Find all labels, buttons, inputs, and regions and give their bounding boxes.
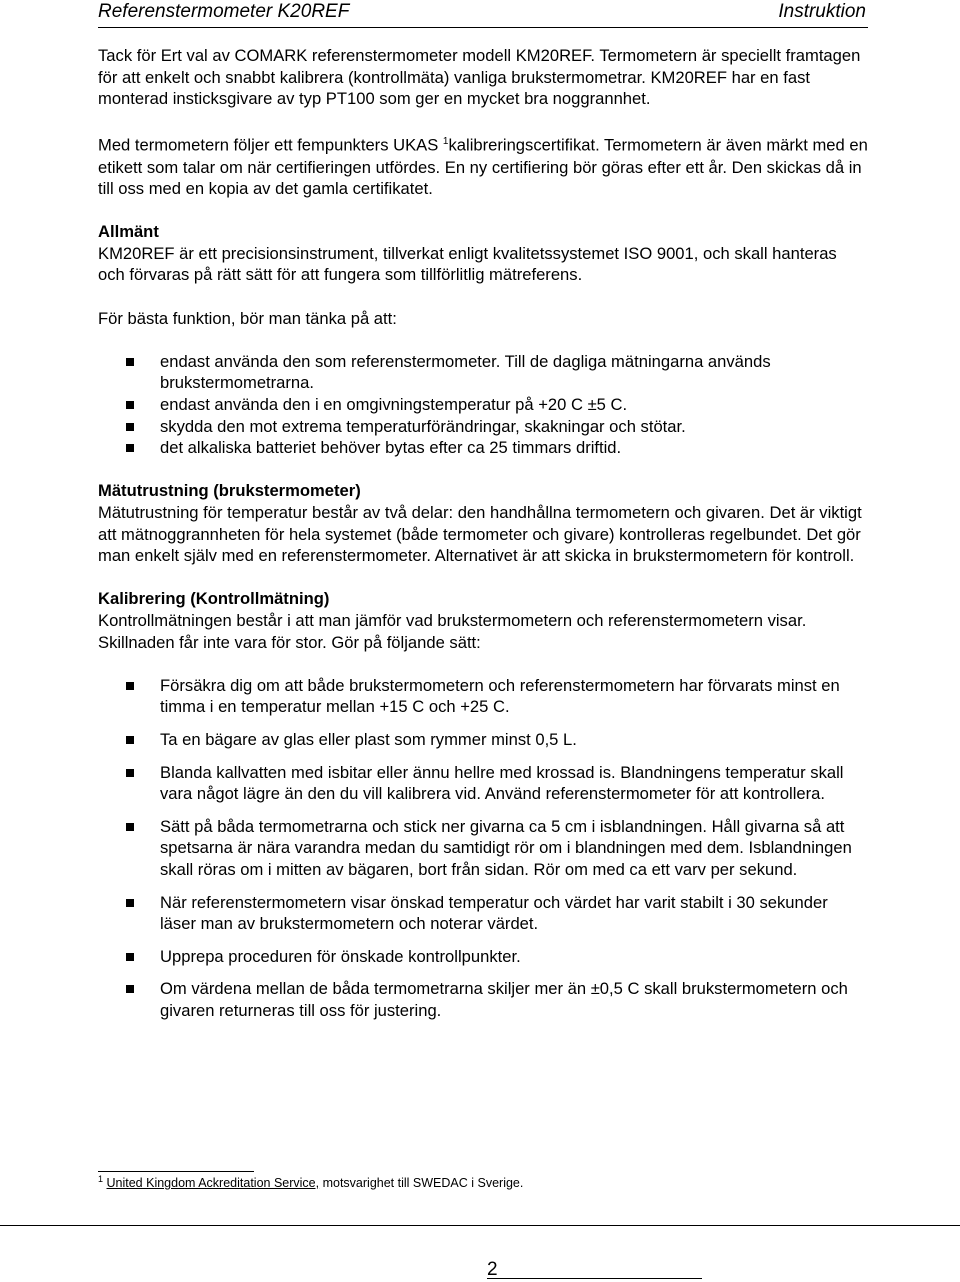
page-header: [98, 0, 868, 28]
list-item: När referenstermometern visar önskad temperatur och värdet har varit stabilt i 30 sekunder läser man av brukstermometern och noterar värdet.: [98, 892, 868, 935]
calibration-paragraph: Kontrollmätningen består i att man jämför vad brukstermometern och referenstermometern visar. Skillnaden får inte vara för stor. Gör på följande sätt:: [98, 610, 807, 652]
document-title: Referenstermometer K20REF: [98, 1, 350, 22]
list-item: Ta en bägare av glas eller plast som rymmer minst 0,5 L.: [98, 729, 868, 751]
footnote-ref: 1: [442, 136, 449, 148]
list-item: det alkaliska batteriet behöver bytas efter ca 25 timmars driftid.: [98, 437, 868, 459]
bullet-icon: [126, 899, 134, 907]
bullet-icon: [126, 444, 134, 452]
bullet-icon: [126, 823, 134, 831]
list-item: Försäkra dig om att både brukstermometern och referenstermometern har förvarats minst en timma i en temperatur mellan +15 C och +25 C.: [98, 675, 868, 718]
page-number: 2: [487, 1259, 498, 1280]
certificate-paragraph: [98, 131, 868, 199]
bullet-icon: [126, 358, 134, 366]
calibration-steps: [98, 675, 868, 1022]
page-number-underline: [487, 1278, 702, 1279]
list-item: Sätt på båda termometrarna och stick ner givarna ca 5 cm i isblandningen. Håll givarna så att spetsarna är nära varandra medan du samtidigt rör om i blandningen med dem. Isblandningen skall röras om i mitten av bägaren, bort från sidan. Rör om med ca ett varv per sekund.: [98, 816, 868, 881]
bullet-icon: [126, 682, 134, 690]
document-type: Instruktion: [778, 1, 866, 22]
intro-paragraph: Tack för Ert val av COMARK referenstermometer modell KM20REF. Termometern är speciellt framtagen för att enkelt och snabbt kalibrera (kontrollmäta) vanliga brukstermometrar. KM20REF har en fast monterad insticksgivare av typ PT100 som ger en mycket bra noggrannhet.: [98, 46, 861, 109]
footnote-text: motsvarighet till SWEDAC i Sverige.: [319, 1176, 524, 1191]
bullet-icon: [126, 953, 134, 961]
section-title-calibration: Kalibrering (Kontrollmätning): [98, 589, 330, 609]
list-item: endast använda den i en omgivningstemperatur på +20 C ±5 C.: [98, 394, 868, 416]
footnote-mark: 1: [98, 1174, 104, 1184]
list-item: Blanda kallvatten med isbitar eller ännu hellre med krossad is. Blandningens temperatur skall vara något lägre än den du vill kalibrera vid. Använd referenstermometer för att kontrollera.: [98, 762, 868, 805]
list-item: skydda den mot extrema temperaturförändringar, skakningar och stötar.: [98, 416, 868, 438]
general-lead: För bästa funktion, bör man tänka på att:: [98, 308, 397, 328]
list-item: Upprepa proceduren för önskade kontrollpunkter.: [98, 946, 868, 968]
bullet-icon: [126, 423, 134, 431]
footnote-source: United Kingdom Ackreditation Service,: [106, 1176, 320, 1191]
equipment-paragraph: Mätutrustning för temperatur består av två delar: den handhållna termometern och givaren. Det är viktigt att mätnoggrannheten för hela systemet (både termometer och givare) kontrolleras regelbundet. Det gör man enkelt själv med en referenstermometer. Alternativet är att skicka in brukstermometern för kontroll.: [98, 503, 862, 566]
bullet-icon: [126, 985, 134, 993]
list-item: Om värdena mellan de båda termometrarna skiljer mer än ±0,5 C skall brukstermometern och givaren returneras till oss för justering.: [98, 978, 868, 1021]
general-paragraph: KM20REF är ett precisionsinstrument, tillverkat enligt kvalitetssystemet ISO 9001, och skall hanteras och förvaras på rätt sätt för att fungera som tillförlitlig mätreferens.: [98, 243, 837, 285]
section-title-general: Allmänt: [98, 222, 159, 242]
list-item: endast använda den som referenstermometer. Till de dagliga mätningarna används brukstermometrarna.: [98, 351, 868, 394]
care-list: [98, 351, 868, 459]
bullet-icon: [126, 736, 134, 744]
certificate-text-b: kalibreringscertifikat. Termometern är även märkt med en etikett som talar om när certifieringen utfördes. En ny certifiering bör göras efter ett år. Den skickas då in till oss med en kopia av det gamla certifikatet.: [98, 135, 868, 199]
bullet-icon: [126, 401, 134, 409]
document-body: [98, 45, 868, 1021]
footer-separator: [0, 1225, 960, 1226]
bullet-icon: [126, 769, 134, 777]
footnote: [98, 1171, 523, 1191]
certificate-text-a: Med termometern följer ett fempunkters UKAS: [98, 135, 443, 155]
section-title-equipment: Mätutrustning (brukstermometer): [98, 481, 361, 501]
